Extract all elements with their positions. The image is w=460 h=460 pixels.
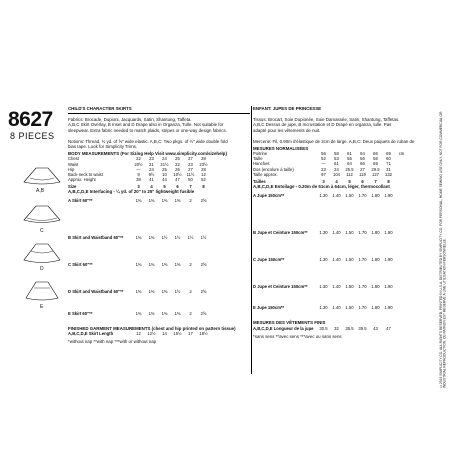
view-label-e: E	[40, 304, 44, 310]
en-row-chest: Chest 22 23 24 25 27 28	[68, 156, 206, 162]
fr-row-poitrine: Poitrine 56 58 61 64 66 69 cm	[253, 151, 405, 157]
fr-metrage-b: B Jupe et Ceinture 150cm** 1.30 1.40 1.50 1.70 1.80 1.90	[253, 230, 393, 236]
fr-finished-title: MESURES DES VÊTEMENTS FINIS	[253, 320, 326, 326]
side-legal-text: ©2019 SIMPLICITY CO. ALL RIGHTS RESERVED. PRINTED IN U.S.A. DISTRIBUTED BY SIMPLICITY CO. FOR PERSONAL, HOME SEWING USE ONLY. NOT FOR COMMERCIAL OR INDUSTRIAL REPRODUCTION. CE PATRON EST RÉSERVÉ À UNE UTILISATION PERSONNELLE.	[439, 111, 447, 388]
fr-overlay-note: A,B,C Dessus de jupe, B Incrustation et D Drapé en organza, tulle. Pas	[253, 122, 392, 128]
fr-metrage-c: C Jupe 150cm** 1.30 1.40 1.50 1.70 1.80 1.90	[253, 257, 393, 263]
en-finished-length: A,B,C,D,E Skirt Length 12 12½ 14 15½ 17 18½	[68, 330, 208, 336]
view-label-d: D	[40, 266, 44, 272]
en-notions-2: bias tape. Look for Simplicity Trims.	[68, 144, 138, 150]
fr-mercerie: Mercerie: Fil, 0.90m d'élastique de 2cm de large. A,B,C: Deux paquets de ruban de	[253, 138, 415, 144]
fr-row-taille: Taille 52 53 55 56 58 60	[253, 156, 391, 162]
skirt-sketch-d	[22, 242, 62, 266]
en-fabrics: Fabrics: Brocade, Dupioni, Jacquards, Satin, Shantung, Taffeta.	[68, 117, 192, 123]
en-yardage-b: B Skirt and Waistband 60"** 1⅜ 1⅜ 1½ 1½ 1½ 1½	[68, 235, 207, 241]
fr-notice: adapté pour les vêtements de nuit.	[253, 127, 321, 133]
fr-row-tailles: Tailles 3 4 5 6 7 8	[253, 178, 390, 184]
fr-tissus: Tissus: Brocart, Soie Dupionée, Soie Damassée, Satin, Shantung, Taffetas.	[253, 117, 400, 123]
skirt-sketch-c	[22, 204, 62, 226]
fr-entoilage: A,B,C,D,E Entoilage - 0.20m de 51cm à 64cm, léger, thermocollant	[253, 183, 390, 189]
fr-metrage-d: D Jupe et Ceinture 150cm** 1.30 1.40 1.50 1.70 1.80 1.90	[253, 284, 393, 290]
en-title: CHILD'S CHARACTER SKIRTS	[68, 106, 132, 111]
en-interfacing: A,B,C,D,E Interfacing - ¼ yd. of 20" to 25" lightweight fusible	[68, 188, 195, 194]
en-row-hip: Hip — 24 25 26 27 28	[68, 166, 206, 172]
fr-row-dos: Dos (encolure à taille) 23 24 25.5 27 29.5 31	[253, 166, 391, 172]
divider	[68, 113, 250, 114]
en-row-back-neck: Back-neck to waist 9 9½ 10 10½ 11½ 12	[68, 171, 206, 177]
en-yardage-d: D Skirt and Waistband 60"** 1⅜ 1⅜ 1⅜ 1½ 2 2⅝	[68, 289, 207, 295]
en-row-size: Size 3 4 5 6 7 8	[68, 183, 205, 189]
french-column	[253, 104, 435, 339]
skirt-sketch-ab	[22, 166, 62, 186]
fr-metrage-a: A Jupe 150cm** 1.30 1.40 1.50 1.70 1.80 1.90	[253, 192, 393, 198]
en-yardage-c: C Skirt 60"** 1⅜ 1⅜ 1⅜ 1⅜ 2 2⅝	[68, 262, 207, 268]
fr-footnote: *sans sens **avec sens ***avec ou sans sens	[253, 333, 342, 339]
en-notions: Notions: Thread, ¾ yd. of ⅝" wide elastic. A,B,C: Two pkgs. of ½" wide double fold	[68, 138, 228, 144]
view-label-c: C	[40, 228, 44, 234]
fr-row-hanches: Hanches — 61 64 66 69 71	[253, 161, 391, 167]
column-divider	[251, 106, 252, 374]
en-notice: sleepwear. Extra fabric needed to match plaids, stripes or one-way design fabrics.	[68, 127, 227, 133]
view-label-ab: A,B	[36, 188, 45, 194]
fr-metrage-e: E Jupe 150cm** 1.30 1.40 1.50 1.70 1.80 1.90	[253, 305, 393, 311]
fr-meas-title: MESURES NORMALISÉES	[253, 146, 309, 152]
en-row-waist: Waist 20½ 21 21½ 22 23 23½	[68, 161, 208, 167]
en-finished-title: FINISHED GARMENT MEASUREMENTS (chest and hip printed on pattern tissue)	[68, 325, 236, 331]
pieces-count: 8 PIECES	[10, 131, 55, 141]
en-footnote: *without nap **with nap ***with or without nap	[68, 338, 157, 344]
en-overlay-note: A,B,C Skirt Overlay, B Inset and D Drape also in Organza, Tulle. Not suitable for	[68, 122, 224, 128]
en-yardage-e: E Skirt 60"** 1⅜ 1⅜ 1⅜ 1⅜ 2 2⅝	[68, 310, 207, 316]
en-yardage-a: A Skirt 60"** 1⅜ 1⅜ 1⅜ 1⅜ 2 2⅝	[68, 198, 207, 204]
en-row-height: Approx. Height 38 41 44 47 50 52	[68, 176, 206, 182]
fr-finished-length: A,B,C,D,E Longueur de la jupe 30.5 32 35.5 39.5 43 47	[253, 325, 391, 331]
english-column	[68, 104, 250, 344]
pattern-envelope-back	[8, 104, 452, 388]
pattern-number: 8627	[8, 108, 53, 131]
fr-row-taille-approx: Taille approx. 97 104 112 119 127 132	[253, 171, 392, 177]
skirt-sketch-e	[22, 280, 62, 304]
fr-title: ENFANT: JUPES DE PRINCESSE	[253, 106, 322, 111]
en-body-meas-title: BODY MEASUREMENTS (For Sizing Help Visit www.simplicity.com/sizehelp)	[68, 151, 227, 157]
